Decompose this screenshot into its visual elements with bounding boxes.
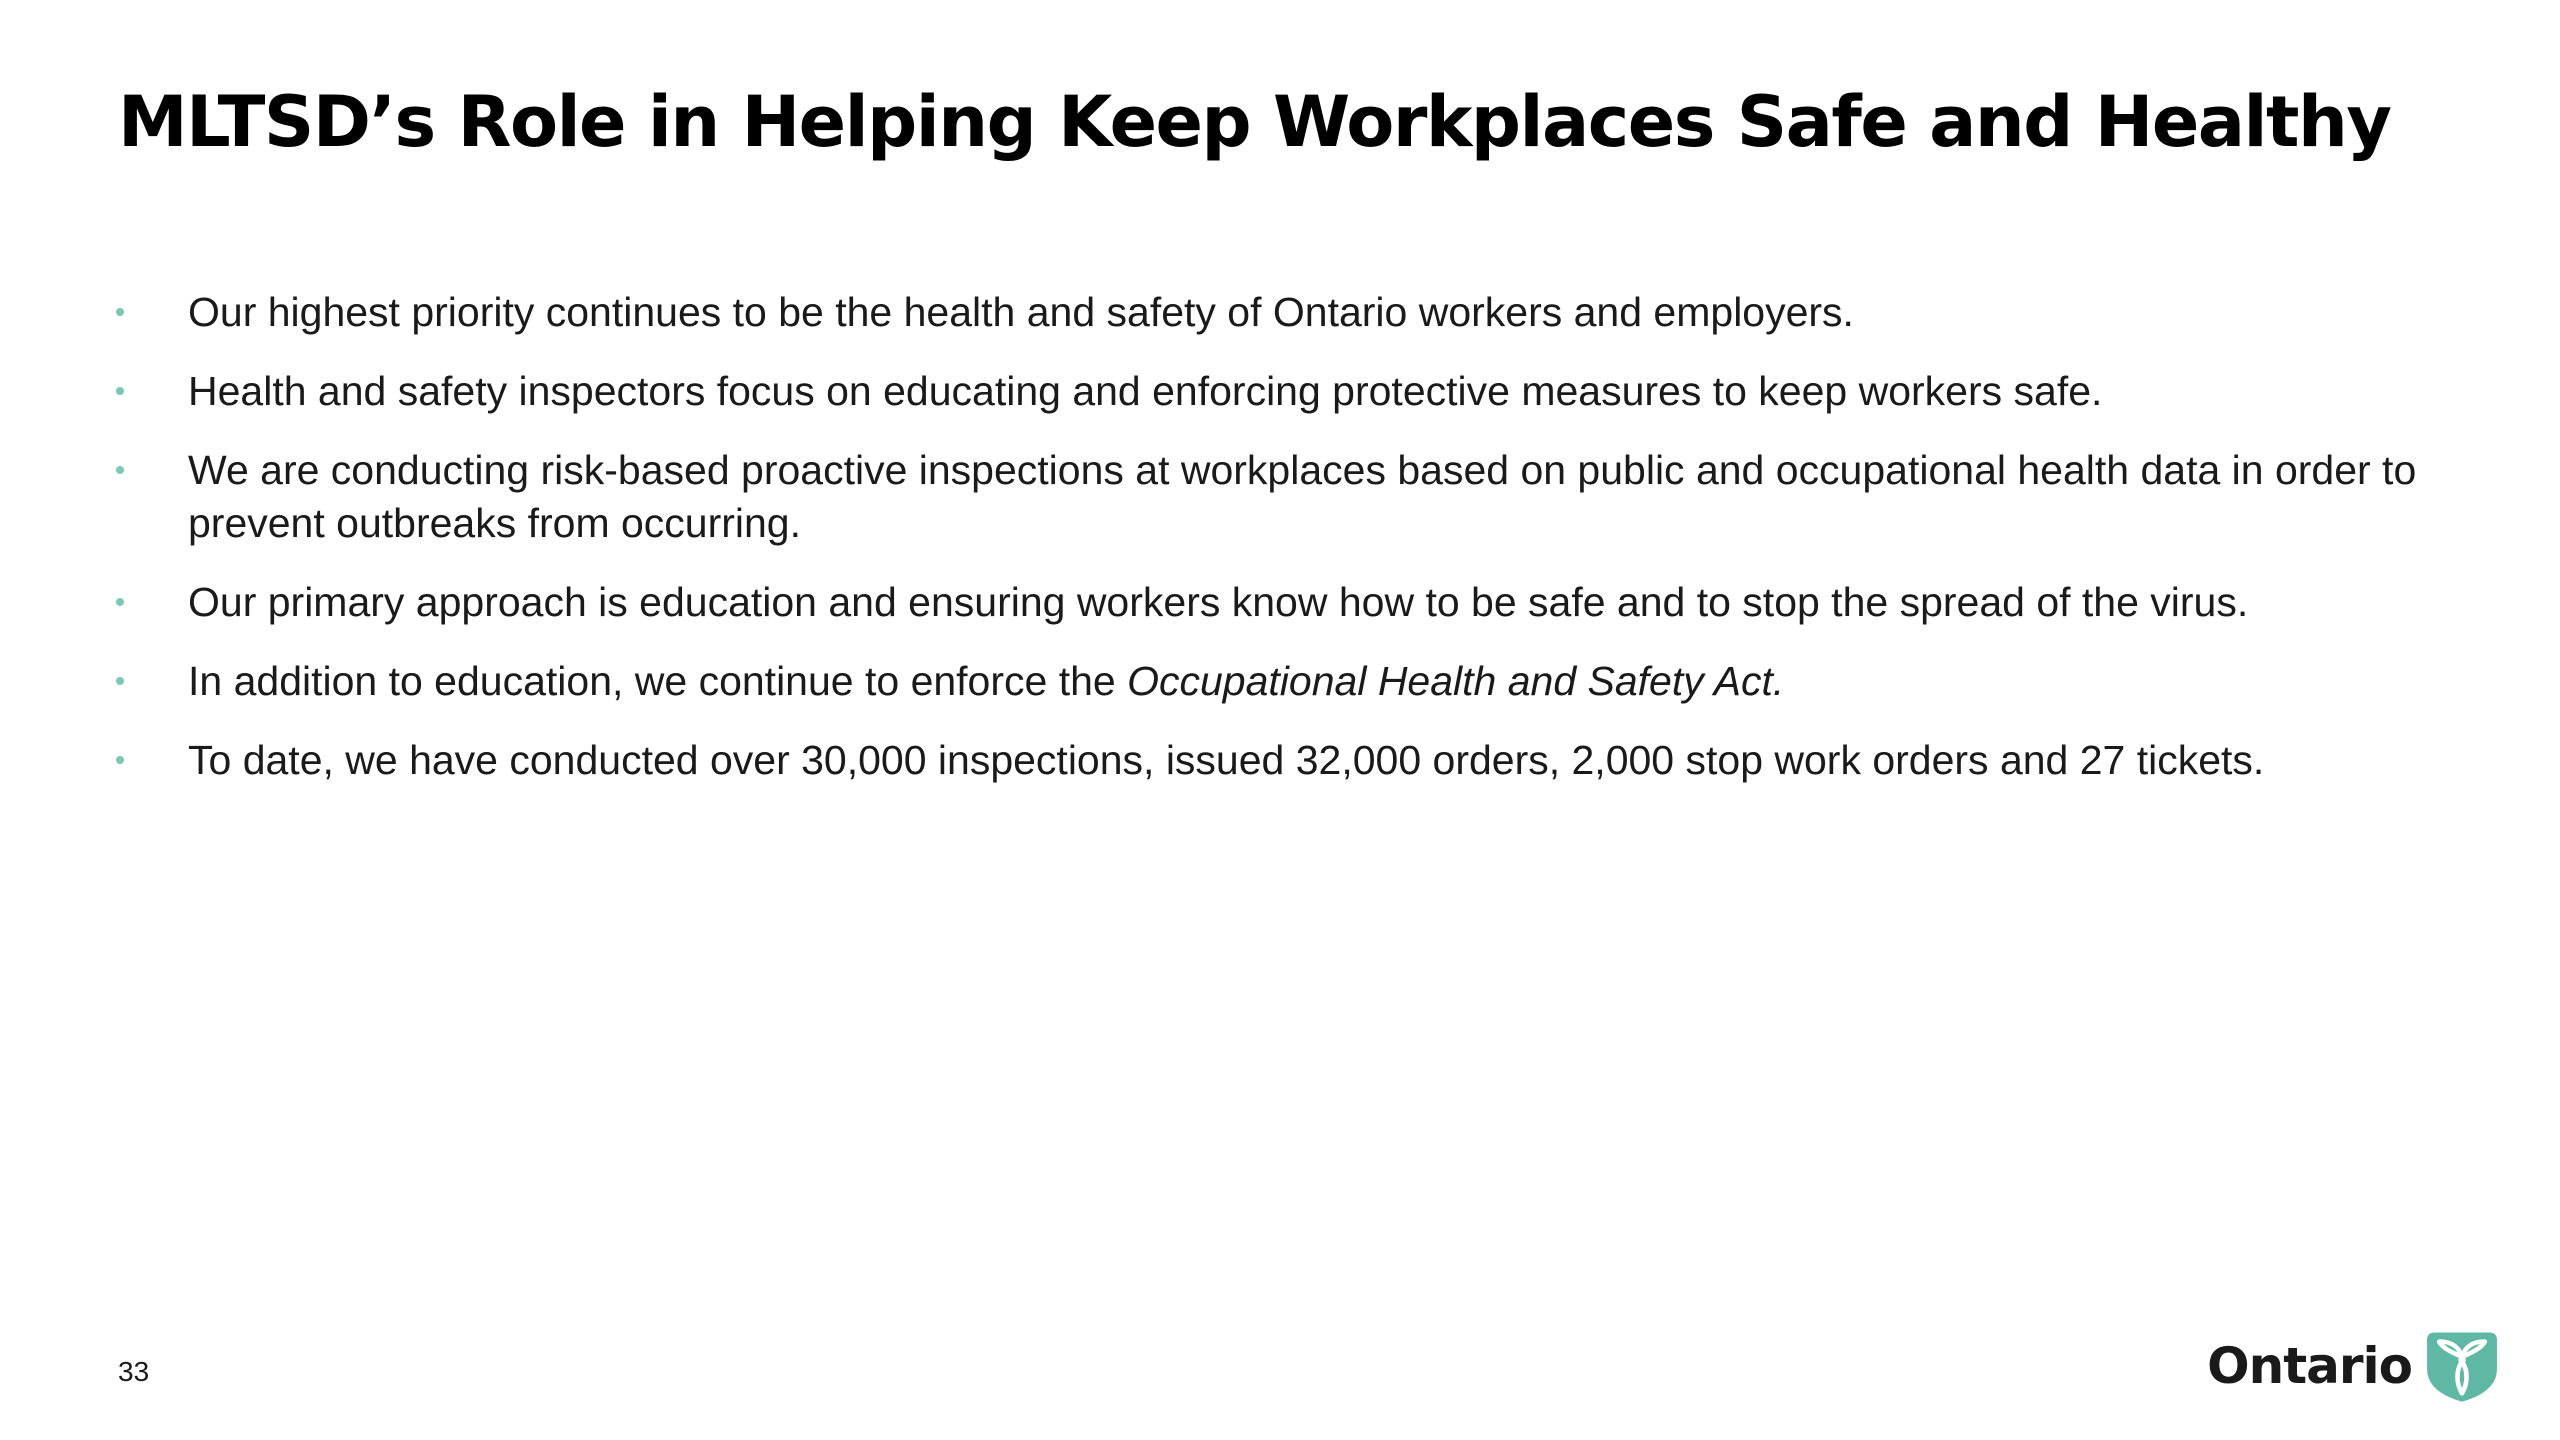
bullet-text: Our primary approach is education and ensuring workers know how to be safe and to stop the spread of the virus. [188, 579, 2249, 625]
logo-wordmark: Ontario [2207, 1337, 2412, 1395]
bullet-text: Health and safety inspectors focus on educating and enforcing protective measures to keep workers safe. [188, 368, 2103, 414]
ontario-logo [2207, 1328, 2500, 1404]
bullet-text: In addition to education, we continue to enforce the [188, 658, 1128, 704]
bullet-item [110, 734, 2470, 787]
bullet-dot-icon [116, 308, 124, 316]
slide-title: MLTSD’s Role in Helping Keep Workplaces Safe and Healthy [118, 81, 2391, 163]
bullet-dot-icon [116, 387, 124, 395]
bullet-text: Our highest priority continues to be the health and safety of Ontario workers and employers. [188, 289, 1854, 335]
bullet-list [110, 286, 2470, 813]
bullet-item [110, 576, 2470, 629]
trillium-icon [2424, 1328, 2500, 1404]
page-number: 33 [118, 1356, 150, 1387]
bullet-item [110, 365, 2470, 418]
bullet-dot-icon [116, 466, 124, 474]
bullet-dot-icon [116, 756, 124, 764]
bullet-item [110, 286, 2470, 339]
bullet-dot-icon [116, 677, 124, 685]
act-name: Occupational Health and Safety Act. [1127, 658, 1785, 704]
bullet-text: To date, we have conducted over 30,000 inspections, issued 32,000 orders, 2,000 stop work orders and 27 tickets. [188, 737, 2265, 783]
bullet-item [110, 444, 2470, 550]
bullet-item [110, 655, 2470, 708]
bullet-dot-icon [116, 598, 124, 606]
bullet-text: We are conducting risk-based proactive inspections at workplaces based on public and occupational health data in order to prevent outbreaks from occurring. [188, 447, 2417, 546]
